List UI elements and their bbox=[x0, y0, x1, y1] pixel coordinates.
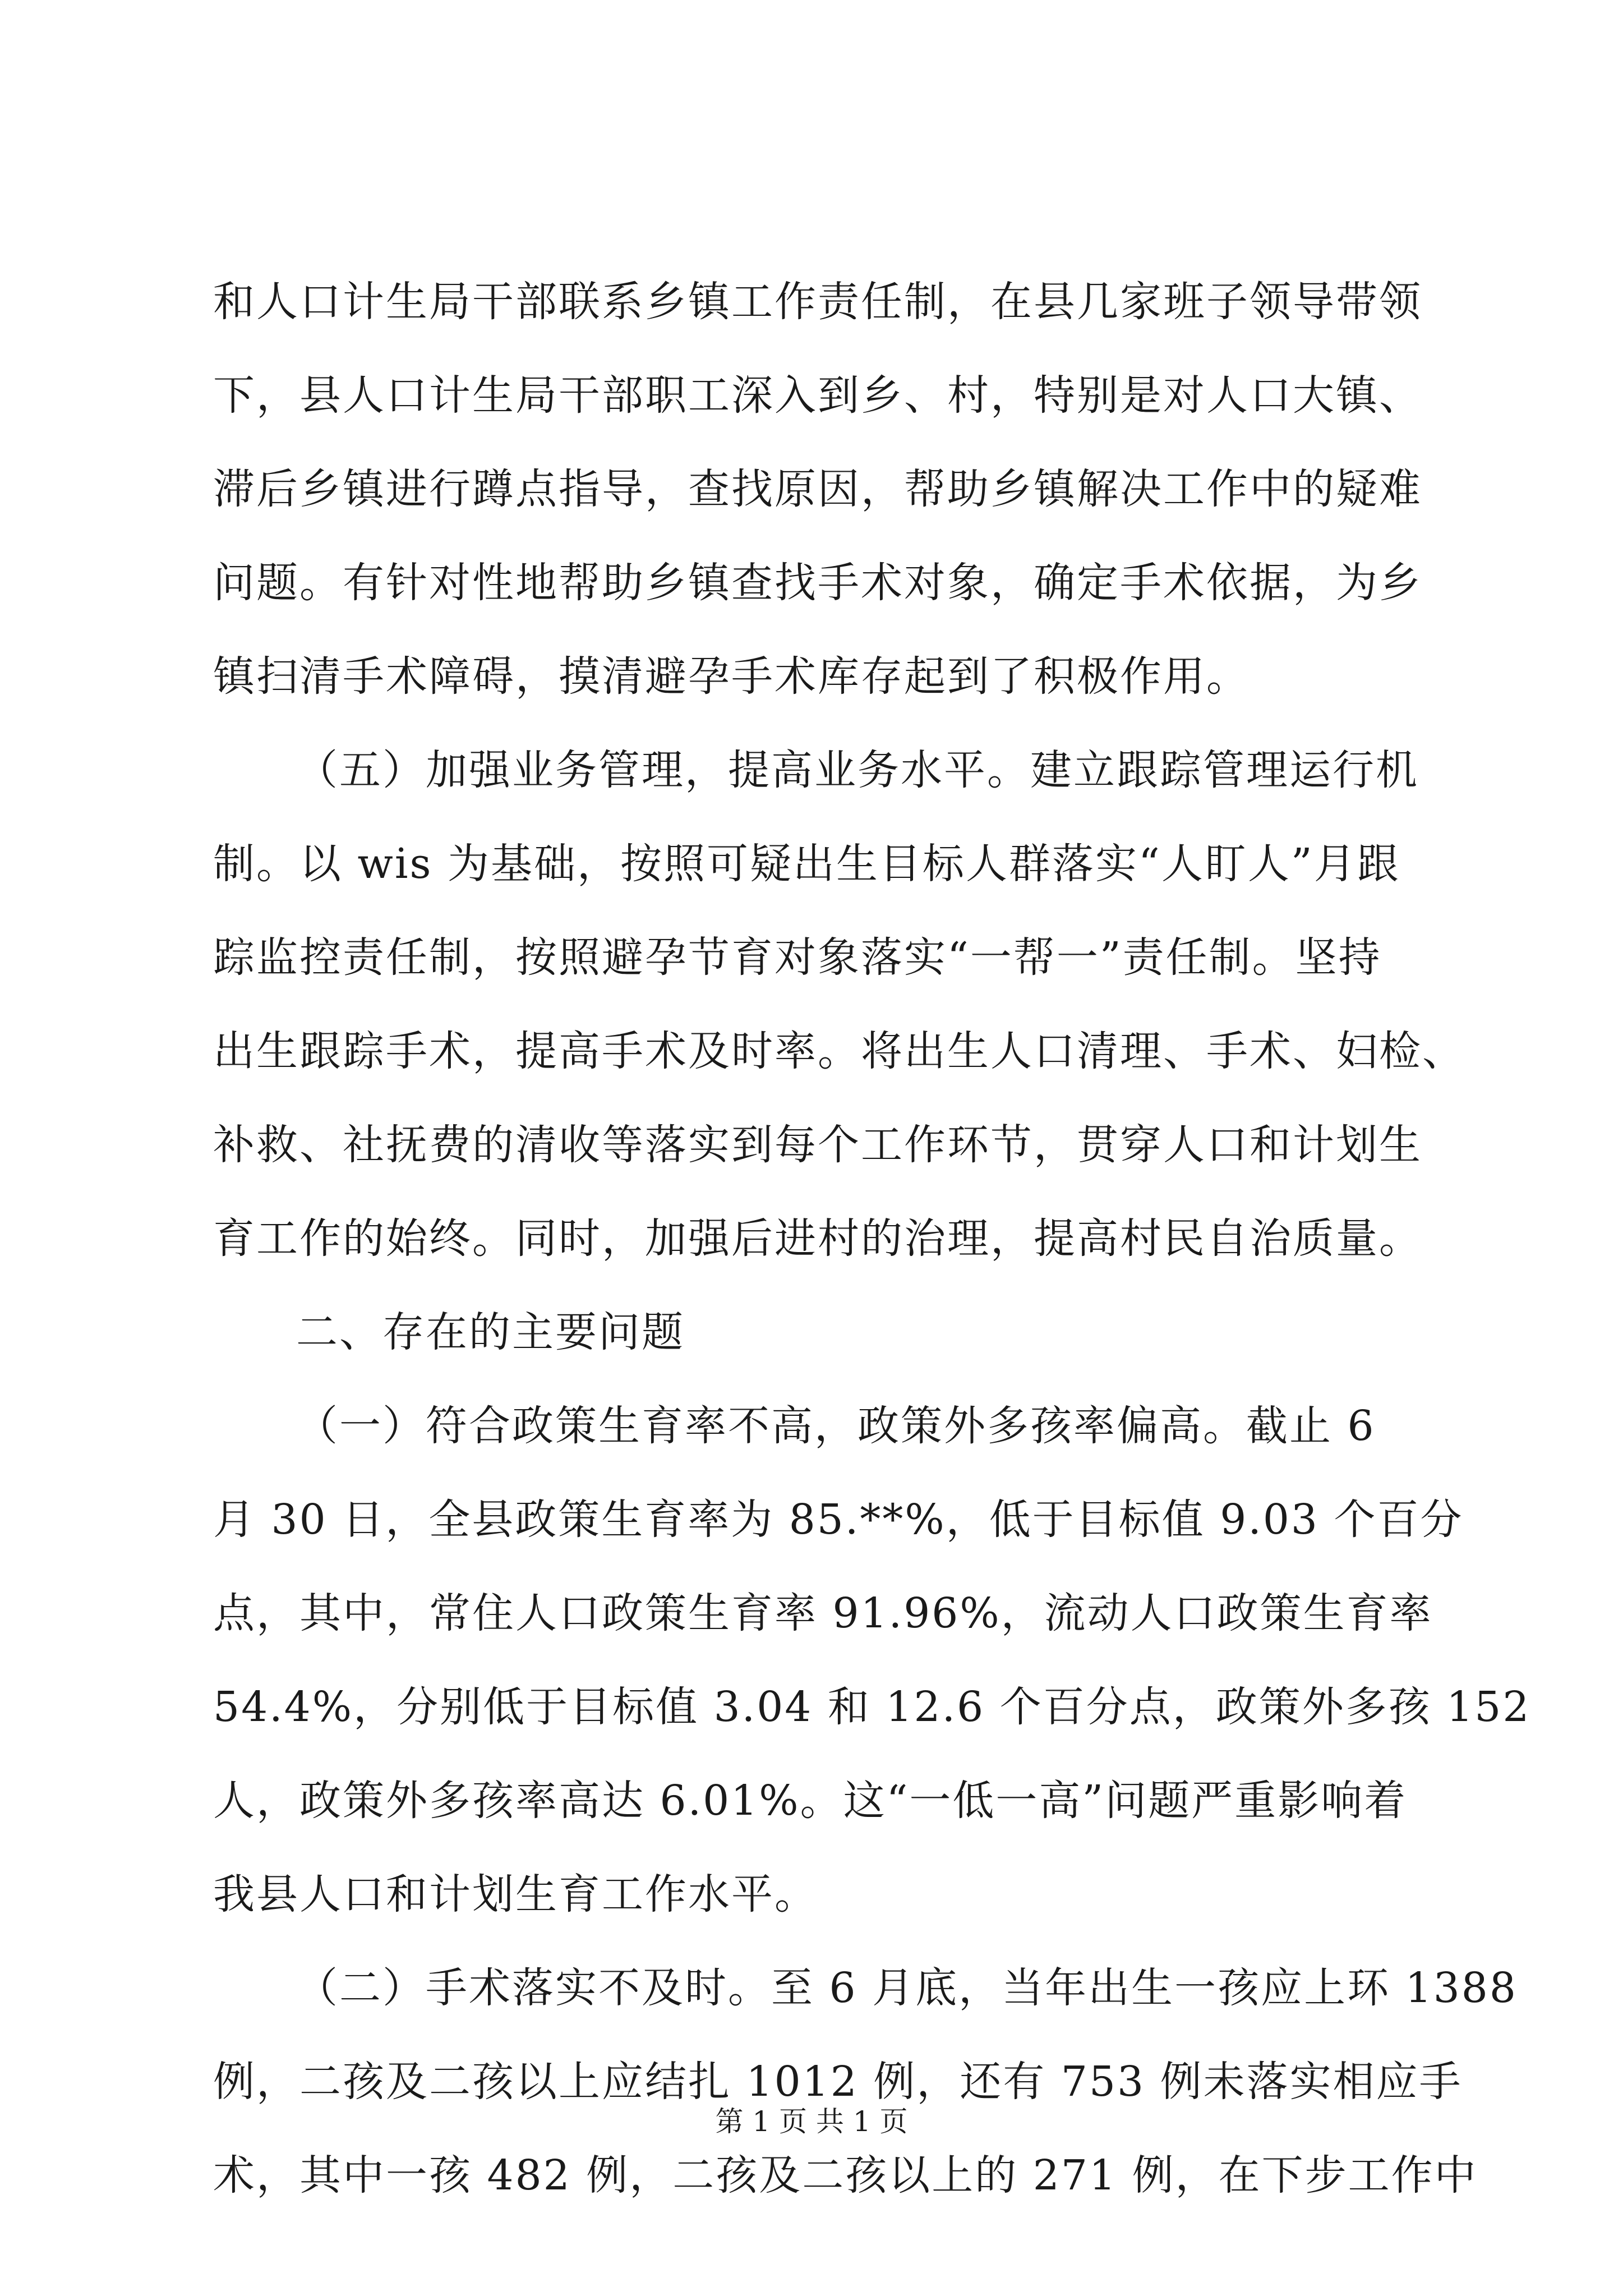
text-line: 月 30 日，全县政策生育率为 85.**%，低于目标值 9.03 个百分 bbox=[213, 1496, 1464, 1544]
text-line: 育工作的始终。同时，加强后进村的治理，提高村民自治质量。 bbox=[213, 1214, 1422, 1263]
text-line: 出生跟踪手术，提高手术及时率。将出生人口清理、手术、妇检、 bbox=[213, 1027, 1465, 1075]
paragraph-first-line: （五）加强业务管理，提高业务水平。建立跟踪管理运行机 bbox=[296, 746, 1419, 794]
text-line: 我县人口和计划生育工作水平。 bbox=[213, 1870, 818, 1918]
text-line: 镇扫清手术障碍，摸清避孕手术库存起到了积极作用。 bbox=[213, 652, 1249, 701]
text-line: 问题。有针对性地帮助乡镇查找手术对象，确定手术依据，为乡 bbox=[213, 559, 1422, 607]
text-line: 点，其中，常住人口政策生育率 91.96%，流动人口政策生育率 bbox=[213, 1589, 1433, 1637]
section-heading: 二、存在的主要问题 bbox=[296, 1308, 685, 1356]
paragraph-first-line: （一）符合政策生育率不高，政策外多孩率偏高。截止 6 bbox=[296, 1402, 1376, 1450]
text-line: 滞后乡镇进行蹲点指导，查找原因，帮助乡镇解决工作中的疑难 bbox=[213, 465, 1422, 513]
text-line: 例，二孩及二孩以上应结扎 1012 例，还有 753 例未落实相应手 bbox=[213, 2058, 1463, 2106]
text-line: 下，县人口计生局干部职工深入到乡、村，特别是对人口大镇、 bbox=[213, 371, 1422, 420]
text-line: 人，政策外多孩率高达 6.01%。这“一低一高”问题严重影响着 bbox=[213, 1777, 1408, 1825]
text-line: 踪监控责任制，按照避孕节育对象落实“一帮一”责任制。坚持 bbox=[213, 933, 1382, 982]
page-number-label: 第 1 页 共 1 页 bbox=[715, 2105, 908, 2138]
text-line: 制。以 wis 为基础，按照可疑出生目标人群落实“人盯人”月跟 bbox=[213, 840, 1400, 888]
text-line: 补救、社抚费的清收等落实到每个工作环节，贯穿人口和计划生 bbox=[213, 1121, 1422, 1169]
text-line: 54.4%，分别低于目标值 3.04 和 12.6 个百分点，政策外多孩 152 bbox=[213, 1683, 1531, 1731]
paragraph-first-line: （二）手术落实不及时。至 6 月底，当年出生一孩应上环 1388 bbox=[296, 1964, 1518, 2012]
document-body bbox=[213, 255, 1531, 2223]
page-footer bbox=[0, 2099, 1623, 2144]
text-line: 术，其中一孩 482 例，二孩及二孩以上的 271 例，在下步工作中 bbox=[213, 2151, 1478, 2200]
text-line: 和人口计生局干部联系乡镇工作责任制，在县几家班子领导带领 bbox=[213, 278, 1422, 326]
